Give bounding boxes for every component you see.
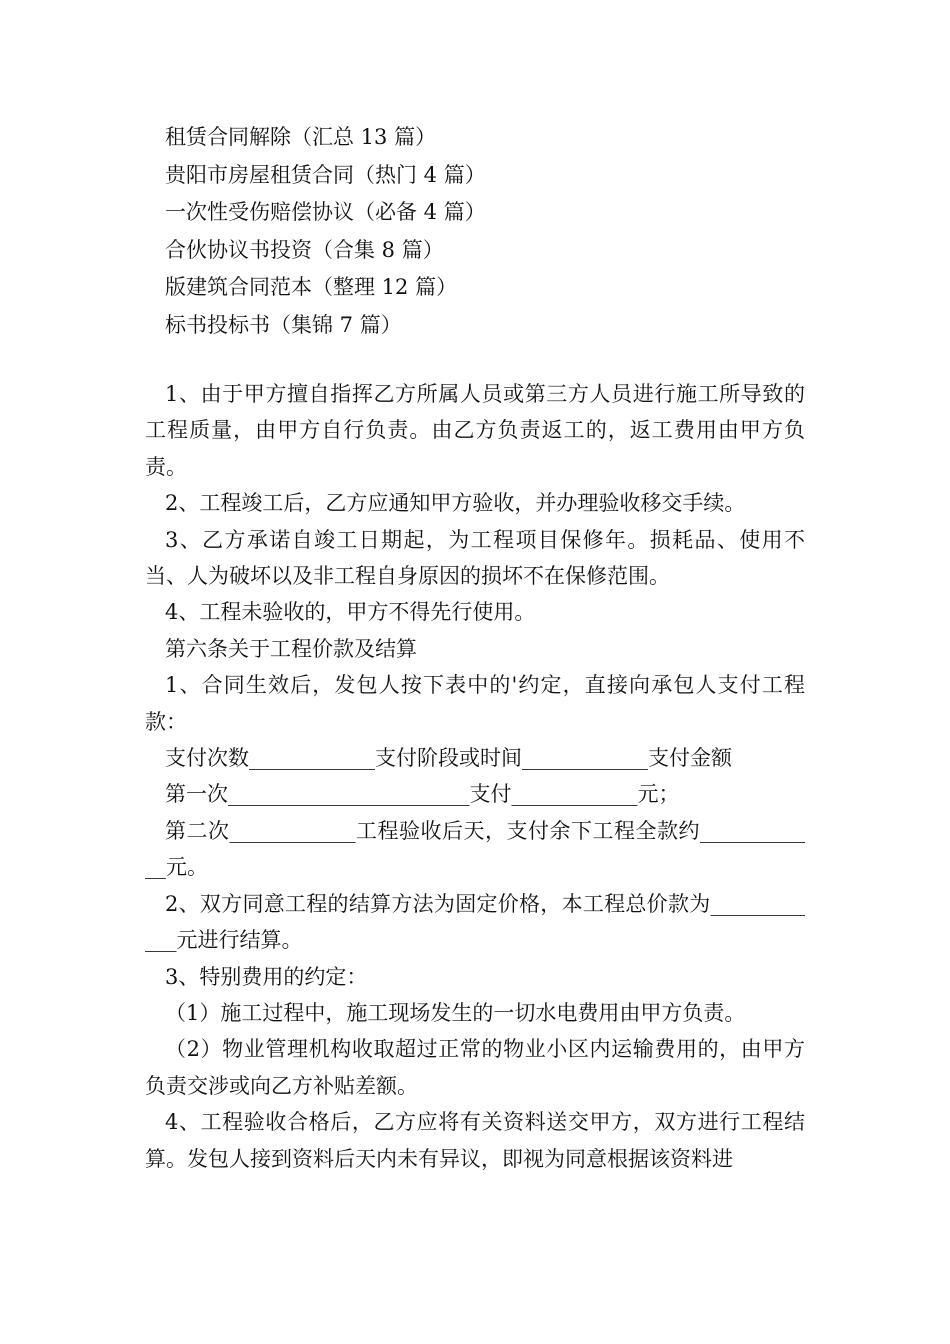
related-document-item: 标书投标书（集锦 7 篇） [165,312,402,337]
payment-table-header: 支付次数____________支付阶段或时间____________支付金额 [165,746,732,771]
related-document-item: 一次性受伤赔偿协议（必备 4 篇） [165,200,486,224]
clause-paragraph: （1）施工过程中，施工现场发生的一切水电费用由甲方负责。 [165,1000,746,1025]
related-document-item: 版建筑合同范本（整理 12 篇） [165,275,458,299]
related-document-item: 租赁合同解除（汇总 13 篇） [165,125,437,149]
clause-paragraph: 2、双方同意工程的结算方法为固定价格，本工程总价款为____________元进行结算。 [145,891,805,953]
clause-paragraph: 4、工程验收合格后，乙方应将有关资料送交甲方，双方进行工程结算。发包人接到资料后天内未有异议，即视为同意根据该资料进 [145,1110,805,1171]
clause-paragraph: 3、乙方承诺自竣工日期起，为工程项目保修年。损耗品、使用不当、人为破坏以及非工程自身原因的损坏不在保修范围。 [145,527,805,589]
clause-paragraph: 2、工程竣工后，乙方应通知甲方验收，并办理验收移交手续。 [165,491,746,516]
contract-body [145,376,805,1177]
clause-paragraph: 3、特别费用的约定： [165,964,368,989]
clause-paragraph: 1、合同生效后，发包人按下表中的'约定，直接向承包人支付工程款： [145,673,805,734]
payment-row-second: 第二次____________工程验收后天，支付余下工程全款约____________元。 [145,818,805,880]
clause-paragraph: 4、工程未验收的，甲方不得先行使用。 [165,600,536,625]
related-document-item: 贵阳市房屋租赁合同（热门 4 篇） [165,162,486,187]
clause-paragraph: 1、由于甲方擅自指挥乙方所属人员或第三方人员进行施工所导致的工程质量，由甲方自行负责。由乙方负责返工的，返工费用由甲方负责。 [145,382,805,479]
clause-paragraph: （2）物业管理机构收取超过正常的物业小区内运输费用的，由甲方负责交涉或向乙方补贴差额。 [145,1037,805,1098]
related-documents-list [165,119,486,344]
related-document-item: 合伙协议书投资（合集 8 篇） [165,237,444,262]
section-heading: 第六条关于工程价款及结算 [165,636,417,661]
payment-row-first: 第一次_______________________支付____________元； [165,782,680,807]
